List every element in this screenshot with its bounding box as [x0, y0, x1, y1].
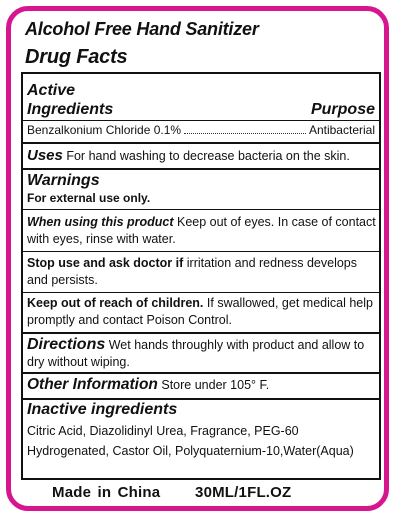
- drug-facts-title: Drug Facts: [25, 46, 128, 68]
- divider: [21, 251, 381, 252]
- when-using-lead: When using this product: [27, 215, 174, 229]
- uses-heading: Uses: [27, 147, 63, 164]
- stop-use-text: irritation and redness develops and persists.: [27, 256, 357, 287]
- other-info-text: Store under 105° F.: [161, 378, 270, 392]
- origin-text: Made in China: [52, 484, 161, 501]
- purpose-heading: Purpose: [310, 101, 375, 118]
- divider: [21, 332, 381, 334]
- inactive-line-2: Hydrogenated, Castor Oil, Polyquaternium-10,Water(Aqua): [27, 444, 354, 458]
- keep-out-text: If swallowed, get medical help promptly and contact Poison Control.: [27, 296, 373, 327]
- active-ingredient: Benzalkonium Chloride 0.1%: [27, 123, 182, 137]
- ingredients-heading: Ingredients: [27, 101, 114, 118]
- uses-text: For hand washing to decrease bacteria on the skin.: [66, 149, 350, 163]
- size-text: 30ML/1FL.OZ: [195, 484, 292, 501]
- divider: [21, 398, 381, 400]
- stop-use-section: [27, 255, 377, 289]
- external-use-text: For external use only.: [27, 191, 151, 205]
- directions-heading: Directions: [27, 336, 106, 353]
- active-ingredient-row: [27, 123, 375, 137]
- when-using-section: [27, 214, 377, 248]
- uses-section: [27, 147, 377, 165]
- keep-out-section: [27, 295, 377, 329]
- active-purpose: Antibacterial: [308, 123, 375, 137]
- other-info-heading: Other Information: [27, 376, 158, 393]
- footer: [52, 484, 291, 501]
- divider: [21, 120, 381, 121]
- directions-section: [27, 336, 377, 371]
- divider: [21, 292, 381, 293]
- divider: [21, 209, 381, 210]
- inactive-heading: Inactive ingredients: [27, 401, 178, 418]
- stop-use-lead: Stop use and ask doctor if: [27, 256, 184, 270]
- when-using-text: Keep out of eyes. In case of contact with eyes, rinse with water.: [27, 215, 376, 246]
- leader-dots: [184, 132, 306, 134]
- product-title: Alcohol Free Hand Sanitizer: [25, 19, 259, 39]
- other-info-section: [27, 376, 377, 394]
- directions-text: Wet hands throughly with product and allow to dry without wiping.: [27, 338, 365, 369]
- keep-out-lead: Keep out of reach of children.: [27, 296, 204, 310]
- divider: [21, 372, 381, 374]
- divider: [21, 142, 381, 144]
- divider: [21, 168, 381, 170]
- warnings-heading: Warnings: [27, 172, 100, 189]
- inactive-line-1: Citric Acid, Diazolidinyl Urea, Fragrance, PEG-60: [27, 424, 299, 438]
- active-heading: Active: [27, 82, 76, 99]
